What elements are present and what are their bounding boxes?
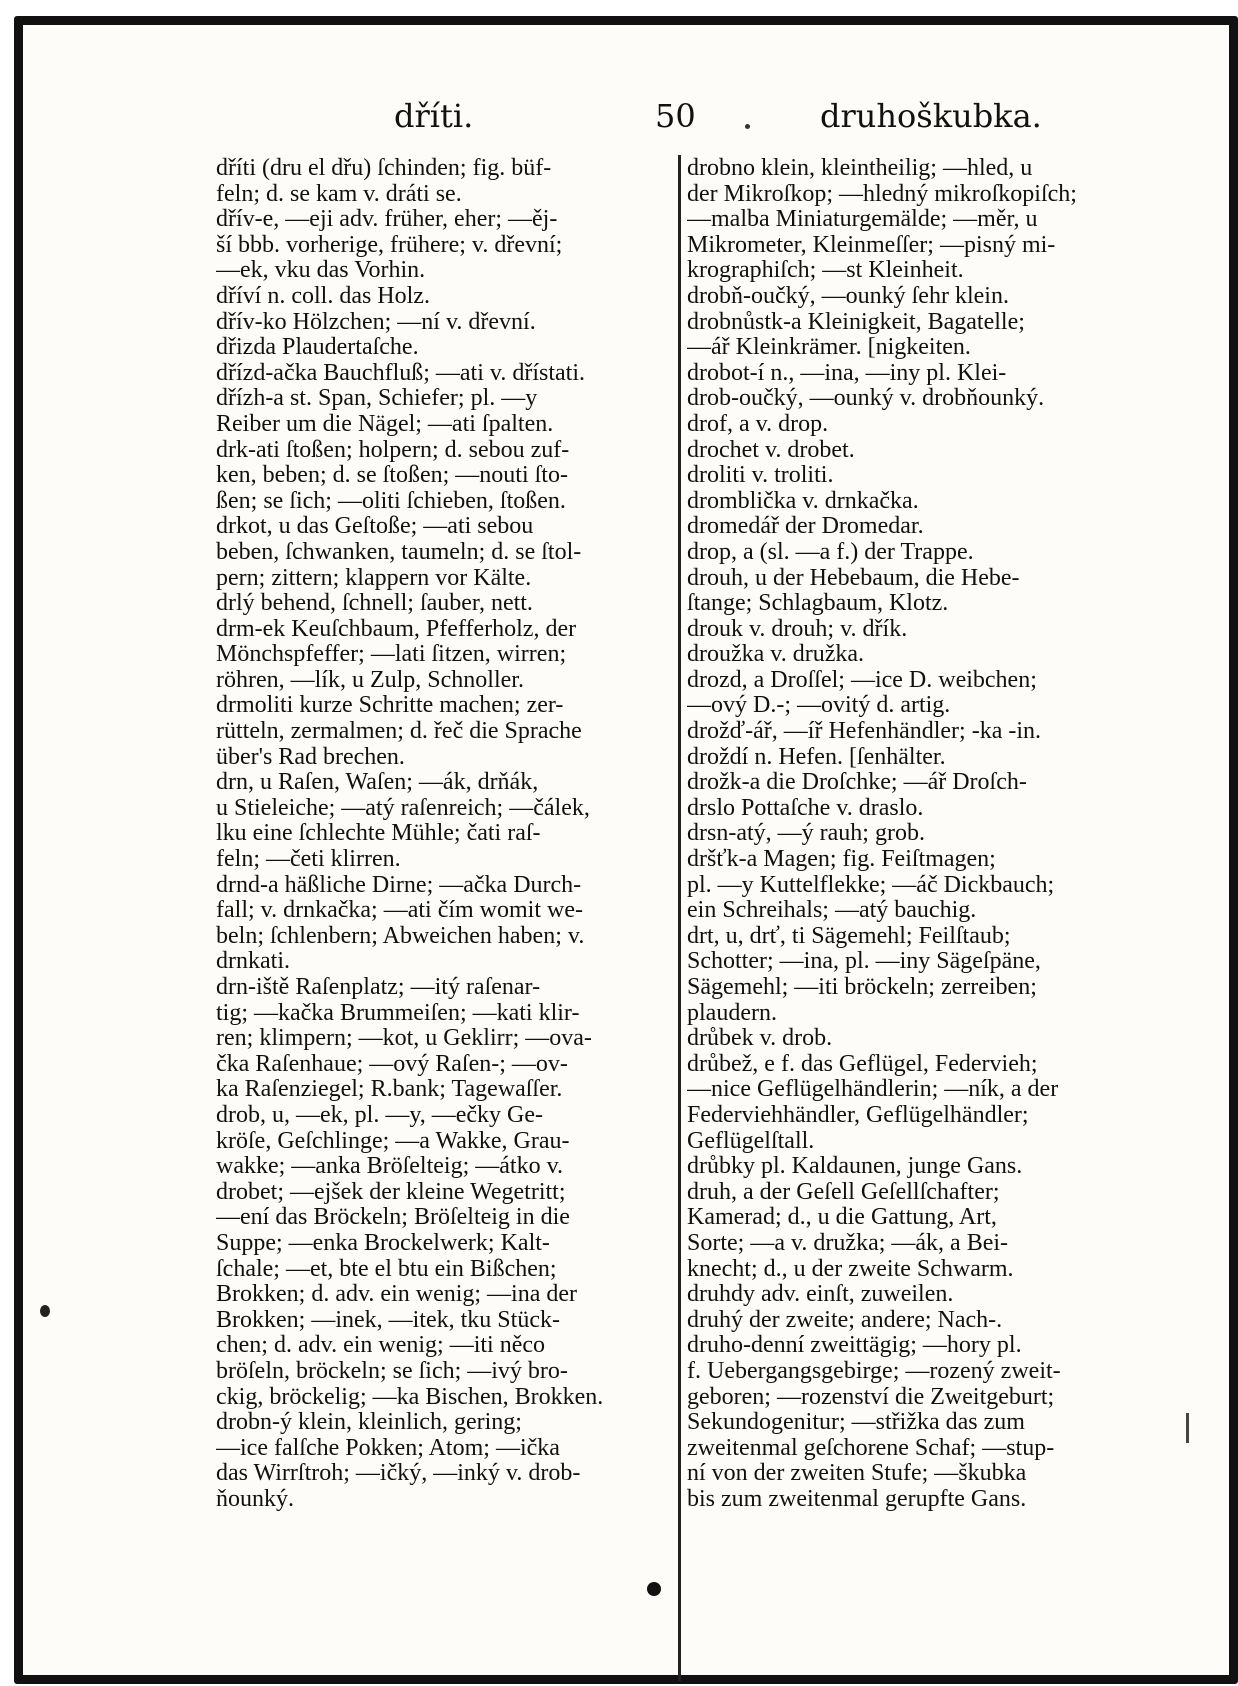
- page-number: 50: [655, 97, 696, 135]
- dictionary-line: ein Schreihals; —atý bauchig.: [687, 898, 977, 924]
- dictionary-line: drof, a v. drop.: [687, 411, 829, 437]
- dictionary-line: drob-oučký, —ounký v. drobňounký.: [687, 386, 1045, 412]
- dictionary-line: droliti v. troliti.: [687, 463, 834, 489]
- header-left-word: dříti.: [394, 97, 474, 135]
- dictionary-line: Federviehhändler, Geflügelhändler;: [687, 1102, 1029, 1128]
- dictionary-line: bröſeln, bröckeln; se ſich; —ivý bro-: [216, 1358, 568, 1384]
- dictionary-line: drožk-a die Droſchke; —ář Droſch-: [687, 770, 1027, 796]
- dictionary-line: —ový D.-; —ovitý d. artig.: [687, 693, 951, 719]
- dictionary-line: pl. —y Kuttelflekke; —áč Dickbauch;: [687, 872, 1055, 898]
- dictionary-line: drůbež, e f. das Geflügel, Federvieh;: [687, 1051, 1038, 1077]
- dictionary-line: zweitenmal geſchorene Schaf; —stup-: [687, 1435, 1055, 1461]
- dictionary-line: drt, u, drť, ti Sägemehl; Feilſtaub;: [687, 923, 1011, 949]
- dictionary-line: drk-ati ſtoßen; holpern; d. sebou zuf-: [216, 437, 570, 463]
- dictionary-line: drobno klein, kleintheilig; —hled, u: [687, 156, 1033, 181]
- dictionary-line: der Mikroſkop; —hledný mikroſkopiſch;: [687, 181, 1077, 207]
- dictionary-line: chen; d. adv. ein wenig; —iti něco: [216, 1333, 546, 1359]
- dictionary-line: u Stieleiche; —atý raſenreich; —čálek,: [216, 795, 590, 821]
- dictionary-line: —malba Miniaturgemälde; —měr, u: [687, 207, 1038, 233]
- right-column: [687, 156, 1147, 1512]
- dictionary-line: drsn-atý, —ý rauh; grob.: [687, 821, 925, 847]
- dictionary-line: drnd-a häßliche Dirne; —ačka Durch-: [216, 872, 582, 898]
- dictionary-line: ßen; se ſich; —oliti ſchieben, ſtoßen.: [216, 488, 566, 514]
- dictionary-line: drslo Pottaſche v. draslo.: [687, 795, 924, 821]
- dictionary-line: dromedář der Dromedar.: [687, 514, 924, 540]
- dictionary-line: drožď-ář, —íř Hefenhändler; -ka -in.: [687, 719, 1042, 745]
- dictionary-line: drůbky pl. Kaldaunen, junge Gans.: [687, 1154, 1023, 1180]
- dictionary-line: —ář Kleinkrämer. [nigkeiten.: [687, 335, 971, 361]
- dictionary-line: Kamerad; d., u die Gattung, Art,: [687, 1205, 997, 1231]
- dictionary-line: ní von der zweiten Stufe; —škubka: [687, 1461, 1027, 1487]
- dictionary-line: drochet v. drobet.: [687, 437, 855, 463]
- dictionary-line: Mikrometer, Kleinmeſſer; —pisný mi-: [687, 232, 1056, 258]
- dictionary-line: feln; —četi klirren.: [216, 847, 401, 873]
- dictionary-line: drlý behend, ſchnell; ſauber, nett.: [216, 591, 533, 617]
- dictionary-line: lku eine ſchlechte Mühle; čati raſ-: [216, 821, 541, 847]
- dictionary-line: drkot, u das Geſtoße; —ati sebou: [216, 514, 534, 540]
- dictionary-line: drob, u, —ek, pl. —y, —ečky Ge-: [216, 1102, 544, 1128]
- dictionary-line: beben, ſchwanken, taumeln; d. se ſtol-: [216, 539, 582, 565]
- header-right-word: druhoškubka.: [820, 97, 1042, 135]
- dictionary-line: Brokken; —inek, —itek, tku Stück-: [216, 1307, 560, 1333]
- dictionary-line: Mönchspfeffer; —lati ſitzen, wirren;: [216, 642, 567, 668]
- dictionary-line: drouh, u der Hebebaum, die Hebe-: [687, 565, 1020, 591]
- dictionary-line: röhren, —lík, u Zulp, Schnoller.: [216, 667, 524, 693]
- dictionary-line: dřív-e, —eji adv. früher, eher; —ěj-: [216, 207, 558, 233]
- dictionary-line: ken, beben; d. se ſtoßen; —nouti ſto-: [216, 463, 568, 489]
- dictionary-line: droužka v. družka.: [687, 642, 865, 668]
- dictionary-line: ší bbb. vorherige, frühere; v. dřevní;: [216, 232, 563, 258]
- dictionary-line: fall; v. drnkačka; —ati čím womit we-: [216, 898, 583, 924]
- dictionary-line: krographiſch; —st Kleinheit.: [687, 258, 964, 284]
- dictionary-line: tig; —kačka Brummeiſen; —kati klir-: [216, 1000, 580, 1026]
- dictionary-line: drobot-í n., —ina, —iny pl. Klei-: [687, 360, 1007, 386]
- left-column: [216, 156, 676, 1512]
- dictionary-line: dromblička v. drnkačka.: [687, 488, 919, 514]
- dictionary-line: drobet; —ejšek der kleine Wegetritt;: [216, 1179, 566, 1205]
- dictionary-line: druhý der zweite; andere; Nach-.: [687, 1307, 1003, 1333]
- dictionary-line: das Wirrſtroh; —ičký, —inký v. drob-: [216, 1461, 581, 1487]
- scan-mark: [1186, 1413, 1189, 1443]
- dictionary-line: wakke; —anka Bröſelteig; —átko v.: [216, 1154, 564, 1180]
- scan-spot: [40, 1305, 50, 1317]
- dictionary-line: druho-denní zweittägig; —hory pl.: [687, 1333, 1022, 1359]
- dictionary-line: drop, a (sl. —a f.) der Trappe.: [687, 539, 974, 565]
- dictionary-line: rütteln, zermalmen; d. řeč die Sprache: [216, 719, 582, 745]
- dictionary-line: plaudern.: [687, 1000, 777, 1026]
- dictionary-line: druh, a der Geſell Geſellſchafter;: [687, 1179, 1000, 1205]
- dictionary-line: ren; klimpern; —kot, u Geklirr; —ova-: [216, 1026, 592, 1052]
- dictionary-line: Geflügelſtall.: [687, 1128, 815, 1154]
- dictionary-line: drobň-oučký, —ounký ſehr klein.: [687, 283, 1009, 309]
- dictionary-line: ňounký.: [216, 1486, 294, 1512]
- dictionary-line: ſtange; Schlagbaum, Klotz.: [687, 591, 949, 617]
- dictionary-line: dříví n. coll. das Holz.: [216, 283, 430, 309]
- dictionary-line: dršťk-a Magen; fig. Feiſtmagen;: [687, 847, 996, 873]
- dictionary-line: beln; ſchlenbern; Abweichen haben; v.: [216, 923, 585, 949]
- dictionary-line: über's Rad brechen.: [216, 744, 405, 770]
- dictionary-line: —ení das Bröckeln; Bröſelteig in die: [216, 1205, 570, 1231]
- dictionary-line: Sekundogenitur; —střižka das zum: [687, 1410, 1025, 1436]
- dictionary-line: drnkati.: [216, 949, 290, 975]
- dictionary-line: Schotter; —ina, pl. —iny Sägeſpäne,: [687, 949, 1041, 975]
- scan-spot: [647, 1582, 661, 1596]
- dictionary-line: —ice falſche Pokken; Atom; —ička: [216, 1435, 560, 1461]
- dictionary-line: ckig, bröckelig; —ka Bischen, Brokken.: [216, 1384, 604, 1410]
- dictionary-line: feln; d. se kam v. dráti se.: [216, 181, 462, 207]
- dictionary-line: dřízd-ačka Bauchfluß; —ati v. dřístati.: [216, 360, 585, 386]
- dictionary-line: druhdy adv. einſt, zuweilen.: [687, 1282, 954, 1308]
- dictionary-line: Sorte; —a v. družka; —ák, a Bei-: [687, 1230, 1009, 1256]
- dictionary-line: drobnůstk-a Kleinigkeit, Bagatelle;: [687, 309, 1025, 335]
- dictionary-line: dříti (dru el dřu) ſchinden; fig. büf-: [216, 156, 552, 181]
- dictionary-line: drmoliti kurze Schritte machen; zer-: [216, 693, 564, 719]
- dictionary-line: droždí n. Hefen. [ſenhälter.: [687, 744, 946, 770]
- dictionary-line: pern; zittern; klappern vor Kälte.: [216, 565, 532, 591]
- dictionary-line: dřízh-a st. Span, Schiefer; pl. —y: [216, 386, 538, 412]
- dictionary-line: kröſe, Geſchlinge; —a Wakke, Grau-: [216, 1128, 570, 1154]
- dictionary-line: —nice Geflügelhändlerin; —ník, a der: [687, 1077, 1059, 1103]
- dictionary-line: drobn-ý klein, kleinlich, gering;: [216, 1410, 522, 1436]
- dictionary-line: čka Raſenhaue; —ový Raſen-; —ov-: [216, 1051, 568, 1077]
- header-dot: [745, 124, 750, 129]
- dictionary-line: drůbek v. drob.: [687, 1026, 833, 1052]
- dictionary-line: ka Raſenziegel; R.bank; Tagewaſſer.: [216, 1077, 563, 1103]
- column-divider: [678, 155, 681, 1681]
- dictionary-line: drn-iště Raſenplatz; —itý raſenar-: [216, 975, 541, 1000]
- dictionary-line: drn, u Raſen, Waſen; —ák, drňák,: [216, 770, 539, 796]
- dictionary-line: knecht; d., u der zweite Schwarm.: [687, 1256, 1014, 1282]
- dictionary-line: geboren; —rozenství die Zweitgeburt;: [687, 1384, 1055, 1410]
- dictionary-line: drouk v. drouh; v. dřík.: [687, 616, 908, 642]
- dictionary-line: dřív-ko Hölzchen; —ní v. dřevní.: [216, 309, 536, 335]
- dictionary-line: Brokken; d. adv. ein wenig; —ina der: [216, 1282, 578, 1308]
- dictionary-line: bis zum zweitenmal gerupfte Gans.: [687, 1486, 1027, 1512]
- dictionary-line: ſchale; —et, bte el btu ein Bißchen;: [216, 1256, 557, 1282]
- dictionary-line: Suppe; —enka Brockelwerk; Kalt-: [216, 1230, 550, 1256]
- dictionary-line: dřizda Plaudertaſche.: [216, 335, 419, 361]
- dictionary-line: drm-ek Keuſchbaum, Pfefferholz, der: [216, 616, 577, 642]
- dictionary-line: —ek, vku das Vorhin.: [216, 258, 426, 284]
- dictionary-line: drozd, a Droſſel; —ice D. weibchen;: [687, 667, 1037, 693]
- dictionary-line: f. Uebergangsgebirge; —rozený zweit-: [687, 1358, 1061, 1384]
- dictionary-line: Sägemehl; —iti bröckeln; zerreiben;: [687, 975, 1037, 1000]
- dictionary-line: Reiber um die Nägel; —ati ſpalten.: [216, 411, 554, 437]
